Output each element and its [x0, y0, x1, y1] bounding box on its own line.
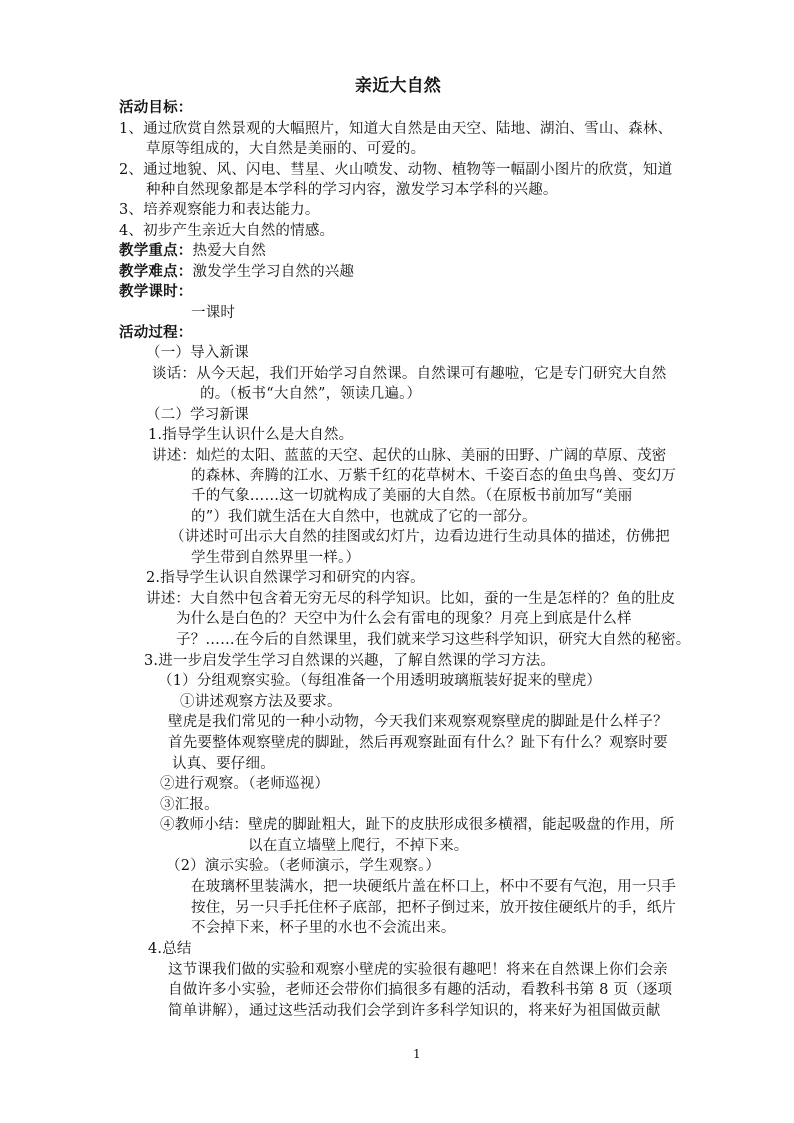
hours-text: 一课时 [191, 305, 236, 321]
process-line: （1）分组观察实验。（每组准备一个用透明玻璃瓶装好捉来的壁虎） [158, 673, 602, 689]
goal-line: 2、通过地貌、风、闪电、彗星、火山喷发、动物、植物等一幅副小图片的欣赏，知道 [119, 162, 673, 178]
key-point-row [119, 241, 266, 261]
key-point-text: 热爱大自然 [192, 243, 266, 259]
page-number: 1 [413, 1047, 421, 1061]
process-line: 讲述：大自然中包含着无穷无尽的科学知识。比如，蚕的一生是怎样的？鱼的肚皮 [146, 591, 676, 607]
difficulty-label: 教学难点： [119, 263, 193, 280]
process-line: ④教师小结：壁虎的脚趾粗大，趾下的皮肤形成很多横褶，能起吸盘的作用，所 [160, 817, 675, 833]
process-line: ①讲述观察方法及要求。 [180, 694, 342, 710]
process-line: 千的气象……这一切就构成了美丽的大自然。（在原板书前加写“美丽 [191, 488, 633, 504]
process-line: 4.总结 [148, 941, 192, 957]
process-line: 首先要整体观察壁虎的脚趾，然后再观察趾面有什么？趾下有什么？观察时要 [168, 735, 668, 751]
process-line: 的。（板书“大自然”，领读几遍。） [200, 386, 422, 402]
process-line: 为什么是白色的？天空中为什么会有雷电的现象？月亮上到底是什么样 [176, 611, 632, 627]
process-line: （一）导入新课 [146, 345, 249, 361]
process-line: ③汇报。 [160, 797, 219, 813]
process-line: （二）学习新课 [146, 407, 249, 423]
goal-line: 种种自然现象都是本学科的学习内容，激发学习本学科的兴趣。 [146, 182, 558, 198]
goals-heading: 活动目标： [119, 99, 193, 116]
page-title: 亲近大自然 [355, 76, 441, 96]
process-line: 子？……在今后的自然课里，我们就来学习这些科学知识，研究大自然的秘密。 [176, 632, 691, 648]
process-line: （2）演示实验。（老师演示，学生观察。） [166, 858, 441, 874]
goal-line: 1、通过欣赏自然景观的大幅照片，知道大自然是由天空、陆地、湖泊、雪山、森林、 [119, 121, 673, 137]
process-line: 2.指导学生认识自然课学习和研究的内容。 [146, 570, 425, 586]
process-line: 认真、要仔细。 [172, 756, 275, 772]
process-line: 1.指导学生认识什么是大自然。 [148, 427, 354, 443]
process-line: 的森林、奔腾的江水、万紫千红的花草树木、千姿百态的鱼虫鸟兽、变幻万 [191, 468, 677, 484]
difficulty-text: 激发学生学习自然的兴趣 [192, 264, 355, 280]
process-line: 这节课我们做的实验和观察小壁虎的实验很有趣吧！将来在自然课上你们会亲 [168, 962, 668, 978]
process-line: 自做许多小实验，老师还会带你们搞很多有趣的活动，看教科书第 8 页（逐项 [168, 982, 673, 998]
goal-line: 4、初步产生亲近大自然的情感。 [119, 223, 335, 239]
difficulty-row [119, 262, 354, 282]
process-line: 的”）我们就生活在大自然中，也就成了它的一部分。 [191, 509, 537, 525]
hours-label: 教学课时： [119, 283, 193, 300]
process-line: 讲述：灿烂的太阳、蓝蓝的天空、起伏的山脉、美丽的田野、广阔的草原、茂密 [152, 448, 667, 464]
process-line: 按住，另一只手托住杯子底部，把杯子倒过来，放开按住硬纸片的手，纸片 [191, 900, 677, 916]
process-heading: 活动过程： [119, 324, 193, 341]
process-line: 壁虎是我们常见的一种小动物，今天我们来观察观察壁虎的脚趾是什么样子？ [168, 714, 668, 730]
goal-line: 草原等组成的，大自然是美丽的、可爱的。 [146, 141, 426, 157]
process-line: 学生带到自然界里一样。） [191, 550, 361, 566]
process-line: 简单讲解），通过这些活动我们会学到许多科学知识的，将来好为祖国做贡献 [168, 1003, 661, 1019]
key-point-label: 教学重点： [119, 242, 193, 259]
process-line: 不会掉下来，杯子里的水也不会流出来。 [191, 920, 456, 936]
goal-line: 3、培养观察能力和表达能力。 [119, 202, 320, 218]
process-line: （讲述时可出示大自然的挂图或幻灯片，边看边进行生动具体的描述，仿佛把 [170, 529, 670, 545]
process-line: 3.进一步启发学生学习自然课的兴趣，了解自然课的学习方法。 [144, 653, 556, 669]
process-line: 在玻璃杯里装满水，把一块硬纸片盖在杯口上，杯中不要有气泡，用一只手 [191, 879, 677, 895]
process-line: 以在直立墙壁上爬行，不掉下来。 [248, 838, 469, 854]
process-line: ②进行观察。（老师巡视） [160, 776, 330, 792]
process-line: 谈话：从今天起，我们开始学习自然课。自然课可有趣啦，它是专门研究大自然 [152, 366, 667, 382]
